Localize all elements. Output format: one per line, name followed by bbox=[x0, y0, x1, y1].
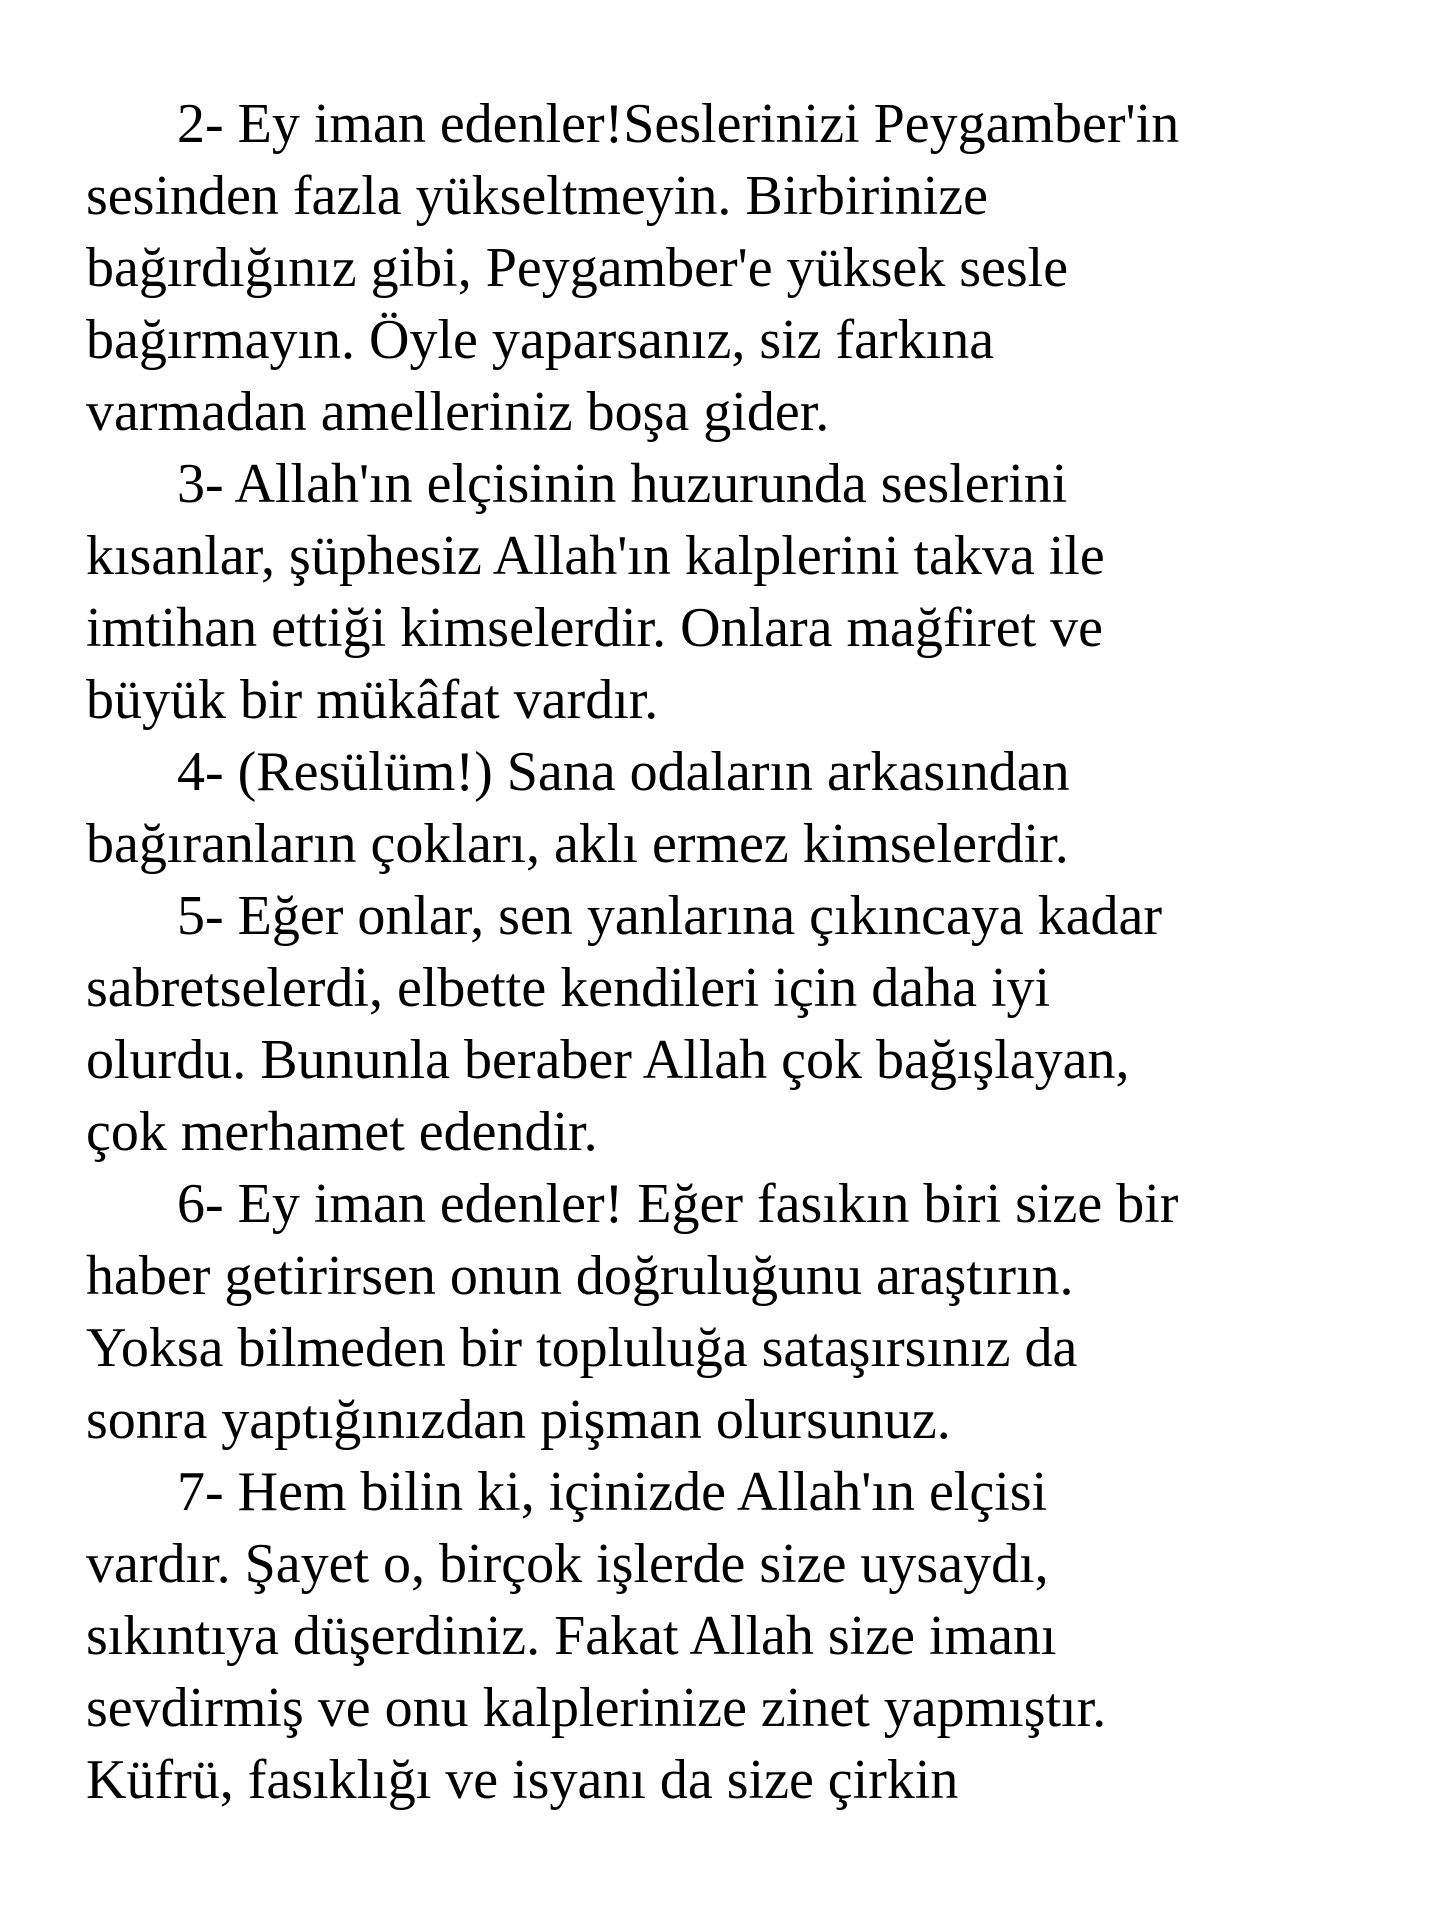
verse-3-line-4: büyük bir mükâfat vardır. bbox=[86, 669, 659, 731]
verse-2-line-1: 2- Ey iman edenler!Seslerinizi Peygamber'in bbox=[177, 93, 1180, 155]
verse-7-line-3: sıkıntıya düşerdiniz. Fakat Allah size imanı bbox=[86, 1605, 1057, 1667]
verse-6-line-3: Yoksa bilmeden bir topluluğa sataşırsınız da bbox=[86, 1317, 1078, 1379]
verse-6-line-1: 6- Ey iman edenler! Eğer fasıkın biri size bir bbox=[177, 1173, 1179, 1235]
verse-3-line-2: kısanlar, şüphesiz Allah'ın kalplerini takva ile bbox=[86, 525, 1105, 587]
verse-6-line-4: sonra yaptığınızdan pişman olursunuz. bbox=[86, 1389, 951, 1451]
verse-2-line-2: sesinden fazla yükseltmeyin. Birbirinize bbox=[86, 165, 988, 227]
verse-7-line-2: vardır. Şayet o, birçok işlerde size uysaydı, bbox=[86, 1533, 1049, 1595]
verse-4-line-1: 4- (Resülüm!) Sana odaların arkasından bbox=[177, 741, 1070, 803]
verse-4-line-2: bağıranların çokları, aklı ermez kimselerdir. bbox=[86, 813, 1069, 875]
verse-6-line-2: haber getirirsen onun doğruluğunu araştırın. bbox=[86, 1245, 1074, 1307]
verse-2-line-4: bağırmayın. Öyle yaparsanız, siz farkına bbox=[86, 309, 995, 371]
verse-2-line-5: varmadan amelleriniz boşa gider. bbox=[86, 381, 830, 443]
verse-5-line-4: çok merhamet edendir. bbox=[86, 1101, 598, 1163]
verse-5-line-3: olurdu. Bununla beraber Allah çok bağışlayan, bbox=[86, 1029, 1130, 1091]
verse-7-line-1: 7- Hem bilin ki, içinizde Allah'ın elçisi bbox=[177, 1461, 1048, 1523]
verse-5-line-2: sabretselerdi, elbette kendileri için daha iyi bbox=[86, 957, 1051, 1019]
verse-3-line-3: imtihan ettiği kimselerdir. Onlara mağfiret ve bbox=[86, 597, 1104, 659]
verse-3-line-1: 3- Allah'ın elçisinin huzurunda seslerini bbox=[177, 453, 1068, 515]
verse-2-line-3: bağırdığınız gibi, Peygamber'e yüksek sesle bbox=[86, 237, 1069, 299]
verse-5-line-1: 5- Eğer onlar, sen yanlarına çıkıncaya kadar bbox=[177, 885, 1163, 947]
verse-7-line-5: Küfrü, fasıklığı ve isyanı da size çirkin bbox=[86, 1749, 959, 1811]
verse-7-line-4: sevdirmiş ve onu kalplerinize zinet yapmıştır. bbox=[86, 1677, 1107, 1739]
